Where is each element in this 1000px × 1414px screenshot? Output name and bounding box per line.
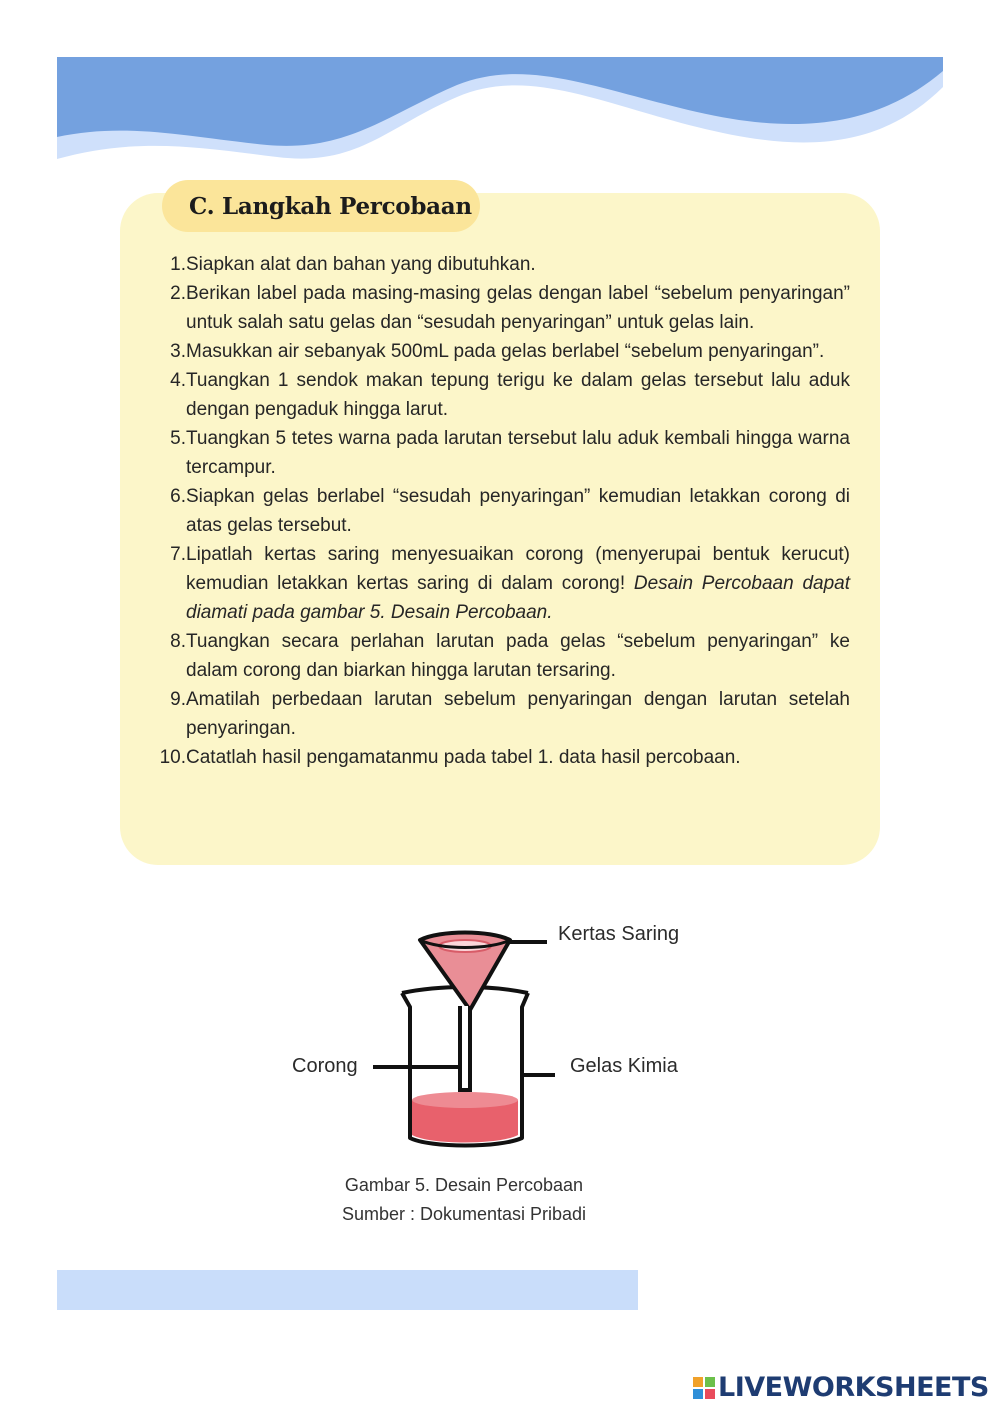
section-heading-pill — [162, 180, 480, 232]
section-title: C. Langkah Percobaan — [189, 192, 472, 220]
liveworksheets-logo: LIVEWORKSHEETS — [693, 1372, 989, 1403]
list-item: 10. Catatlah hasil pengamatanmu pada tabel 1. data hasil percobaan. — [159, 747, 741, 768]
label-corong: Corong — [292, 1055, 358, 1077]
experiment-diagram — [270, 910, 730, 1160]
header-wave — [57, 57, 943, 167]
label-kertas-saring: Kertas Saring — [558, 923, 680, 945]
footer-bar — [57, 1270, 638, 1310]
list-item: 2. Berikan label pada masing-masing gelas dengan label “sebelum penyaringan” untuk salah satu gelas dan “sesudah penyaringan” untuk gelas lain. — [170, 283, 850, 333]
list-item: 5. Tuangkan 5 tetes warna pada larutan tersebut lalu aduk kembali hingga warna tercampur. — [170, 428, 850, 478]
list-item: 8. Tuangkan secara perlahan larutan pada gelas “sebelum penyaringan” ke dalam corong dan biarkan hingga larutan tersaring. — [170, 631, 850, 681]
figure-source: Sumber : Dokumentasi Pribadi — [341, 1204, 587, 1224]
list-item: 4. Tuangkan 1 sendok makan tepung terigu ke dalam gelas tersebut lalu aduk dengan pengaduk hingga larut. — [170, 370, 850, 420]
label-gelas-kimia: Gelas Kimia — [570, 1055, 678, 1077]
funnel-stem — [460, 1006, 470, 1090]
list-item: 7. Lipatlah kertas saring menyesuaikan corong (menyerupai bentuk kerucut) kemudian letakkan kertas saring di dalam corong! Desain Percobaan dapat diamati pada gambar 5. Desain Percobaan. — [170, 544, 850, 623]
liveworksheets-icon — [693, 1377, 715, 1399]
list-item: 1. Siapkan alat dan bahan yang dibutuhkan. — [170, 254, 536, 275]
figure-caption: Gambar 5. Desain Percobaan — [344, 1175, 584, 1195]
steps-list — [150, 250, 850, 772]
list-item: 9. Amatilah perbedaan larutan sebelum penyaringan dengan larutan setelah penyaringan. — [170, 689, 850, 739]
list-item: 3. Masukkan air sebanyak 500mL pada gelas berlabel “sebelum penyaringan”. — [170, 341, 825, 362]
list-item: 6. Siapkan gelas berlabel “sesudah penyaringan” kemudian letakkan corong di atas gelas tersebut. — [170, 486, 850, 536]
